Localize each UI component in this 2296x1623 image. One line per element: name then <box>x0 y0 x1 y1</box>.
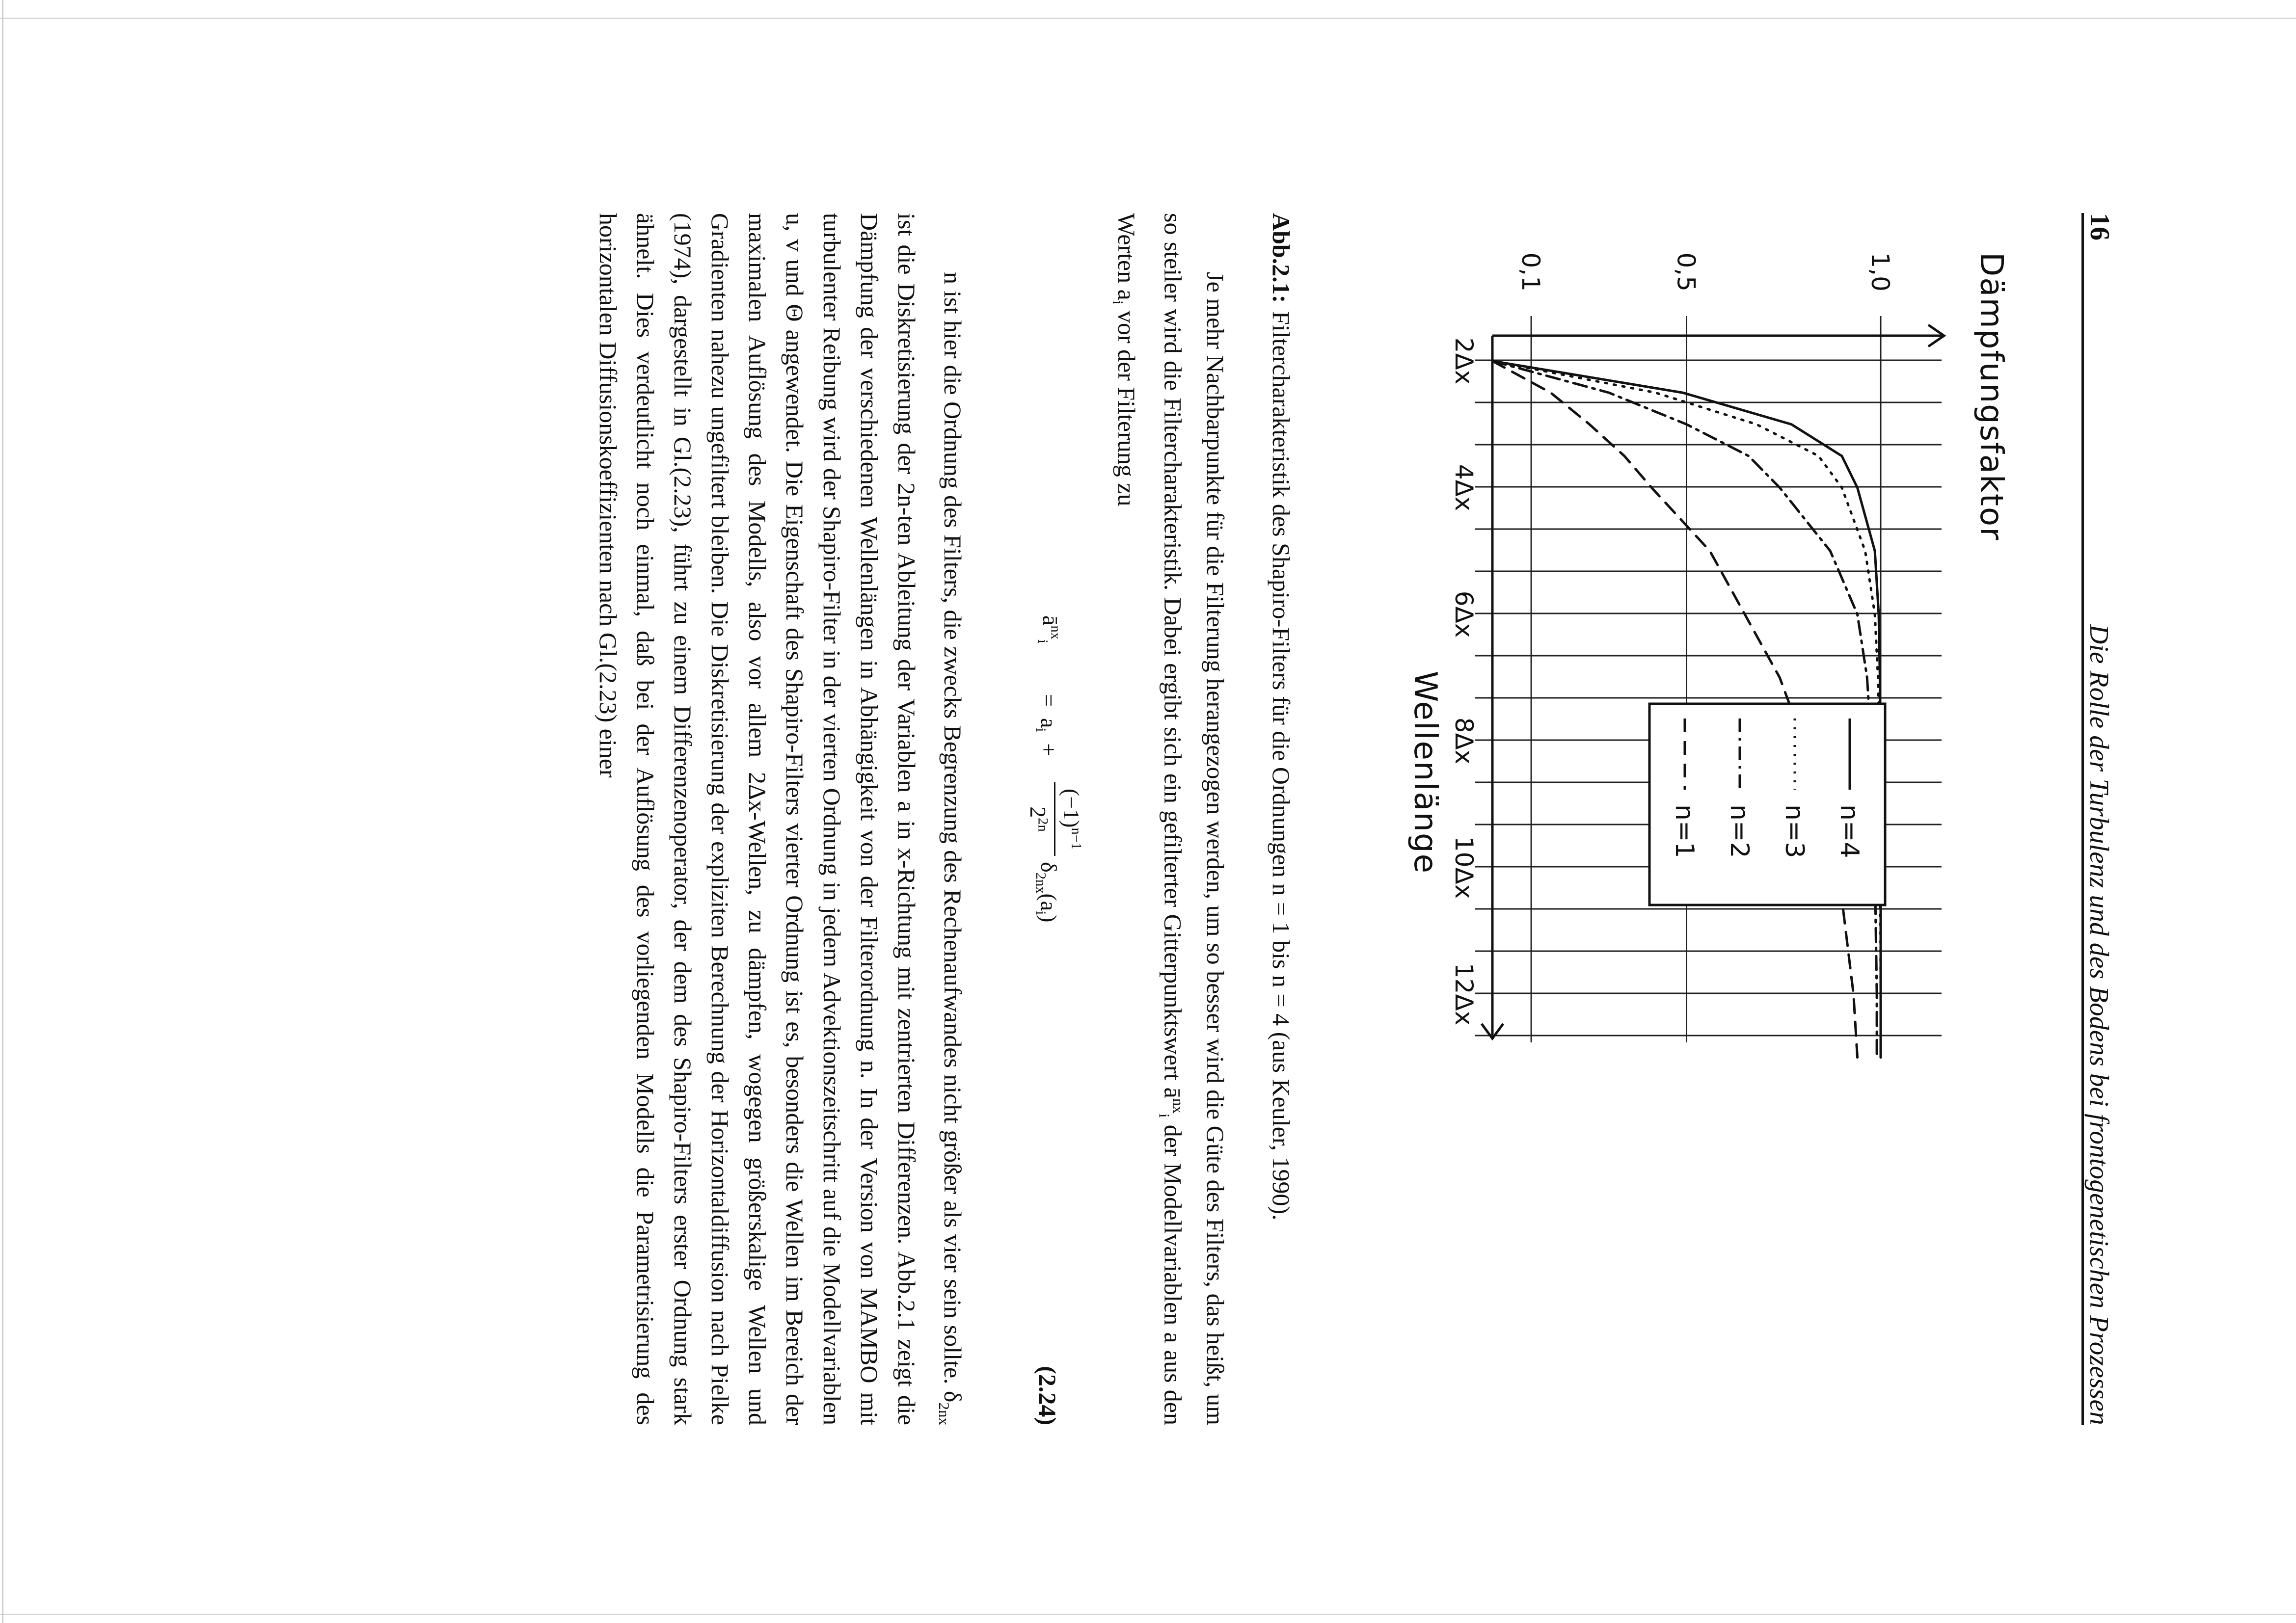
paragraph-1-text-after: der Modellvariablen a aus den Werten a <box>1112 213 1187 1425</box>
eq-numerator <box>1054 782 1084 856</box>
scan-edge-bottom <box>0 1614 2296 1615</box>
paragraph-1-text-end: vor der Filterung zu <box>1112 304 1140 506</box>
figure-damping-chart <box>1311 213 2062 1425</box>
eq-plus: + <box>1036 743 1061 756</box>
paragraph-1-text: Je mehr Nachbarpunkte für die Filterung herangezogen werden, um so besser wird die Güte des Filters, das heißt, um so steiler wird die Filtercharakteristik. Dabei ergibt sich ein gefilterter Gitterpunktswert ā <box>1159 213 1229 1425</box>
paragraph-2-sub: 2nx <box>935 1402 953 1425</box>
eq-paren-close: ) <box>1036 914 1061 922</box>
page-number: 16 <box>2084 213 2115 240</box>
eq-delta-sub: 2nx <box>1032 872 1048 893</box>
legend <box>1649 704 1885 905</box>
eq-den-sup: 2n <box>1035 817 1051 832</box>
eq-a: a <box>1036 718 1061 728</box>
equation-lhs <box>1034 615 1064 643</box>
eq-num: (−1) <box>1058 788 1084 827</box>
x-tick-label: 2Δx <box>1449 337 1478 384</box>
y-tick-label: 1,0 <box>1865 252 1894 292</box>
x-tick-label: 6Δx <box>1449 590 1478 638</box>
figure-caption <box>1263 213 1300 1425</box>
eq-num-sup: n−1 <box>1068 827 1084 850</box>
x-tick-label: 4Δx <box>1449 464 1478 511</box>
legend-label: n=4 <box>1834 804 1864 858</box>
y-tick-label: 0,5 <box>1672 252 1700 292</box>
paragraph-1-sub2: i <box>1109 300 1127 304</box>
paragraph-2-text-after: ist die Diskretisierung der 2n-ten Ableitung der Variablen a in x-Richtung mit zentrierten Differenzen. Abb.2.1 zeigt die Dämpfung der verschiedenen Wellenlängen in Abhängigkeit von der Filterordnung n. In der Version von MAMBO mit turbulenter Reibung wird der Shapiro-Filter in der vierten Ordnung in jedem Advektionszeitschritt auf die Modellvariablen u, v und Θ angewendet. Die Eigenschaft des Shapiro-Filters vierter Ordnung ist es, besonders die Wellen im Bereich der maximalen Auflösung des Modells, also vor allem 2Δx-Wellen, zu dämpfen, wogegen größerskalige Wellen und Gradienten nahezu ungefiltert bleiben. Die Diskretisierung der expliziten Berechnung der Horizontaldiffusion nach Pielke (1974), dargestellt in Gl.(2.23), führt zu einem Differenzenoperator, der dem des Shapiro-Filters erster Ordnung stark ähnelt. Dies verdeutlicht noch einmal, daß bei der Auflösung des vorliegenden Modells die Parametrisierung des horizontalen Diffusionskoeffizienten nach Gl.(2.23) einer <box>594 213 920 1425</box>
axes <box>1407 252 2009 1038</box>
running-head <box>2081 213 2125 1425</box>
damping-chart-svg <box>1311 213 2062 1425</box>
eq-paren-sub: i <box>1032 910 1048 915</box>
eq-abar-sub: i <box>1034 639 1050 643</box>
eq-abar-sup: nx <box>1048 625 1063 639</box>
equation-tail <box>1032 862 1062 922</box>
legend-label: n=1 <box>1669 804 1699 858</box>
eq-delta: δ <box>1036 861 1061 873</box>
paragraph-1 <box>1099 213 1234 1425</box>
running-title: Die Rolle der Turbulenz und des Bodens bei frontogenetischen Prozessen <box>2084 624 2114 1425</box>
grid-lines <box>1475 316 1942 1042</box>
x-tick-label: 12Δx <box>1449 962 1478 1025</box>
paragraph-1-sub: i <box>1155 1113 1173 1117</box>
page <box>68 51 2228 1572</box>
eq-equals: = <box>1036 693 1061 707</box>
y-tick-label: 0,1 <box>1516 252 1545 292</box>
paragraph-2-text: n ist hier die Ordnung des Filters, die zwecks Begrenzung des Rechenaufwandes nicht größer als vier sein sollte. δ <box>939 271 967 1402</box>
caption-label: Abb.2.1: <box>1267 213 1295 303</box>
scan-edge-left <box>2 0 3 1623</box>
y-axis-title: Dämpfungsfaktor <box>1972 252 2009 541</box>
scan-edge-top <box>0 18 2296 19</box>
rotated-page <box>68 51 2228 1572</box>
caption-text: Filtercharakteristik des Shapiro-Filters für die Ordnungen n = 1 bis n = 4 (aus Keuler, 1990). <box>1267 311 1295 1221</box>
eq-den: 2 <box>1025 806 1051 818</box>
x-tick-label: 10Δx <box>1449 836 1478 899</box>
legend-label: n=3 <box>1779 804 1809 858</box>
equation-number: (2.24) <box>1033 1365 1061 1425</box>
equation-2-24 <box>986 213 1094 1425</box>
x-axis-title: Wellenlänge <box>1406 670 1443 874</box>
eq-paren-open: (a <box>1036 893 1061 911</box>
paragraph-1-sup: nx <box>1169 1098 1187 1114</box>
paragraph-2 <box>590 213 972 1425</box>
eq-denominator <box>1025 782 1054 856</box>
eq-a-sub: i <box>1032 727 1048 732</box>
equation-middle <box>1032 694 1062 756</box>
equation-fraction <box>1025 782 1084 856</box>
eq-abar: ā <box>1038 615 1063 625</box>
legend-label: n=2 <box>1724 804 1754 858</box>
x-tick-label: 8Δx <box>1449 717 1478 764</box>
